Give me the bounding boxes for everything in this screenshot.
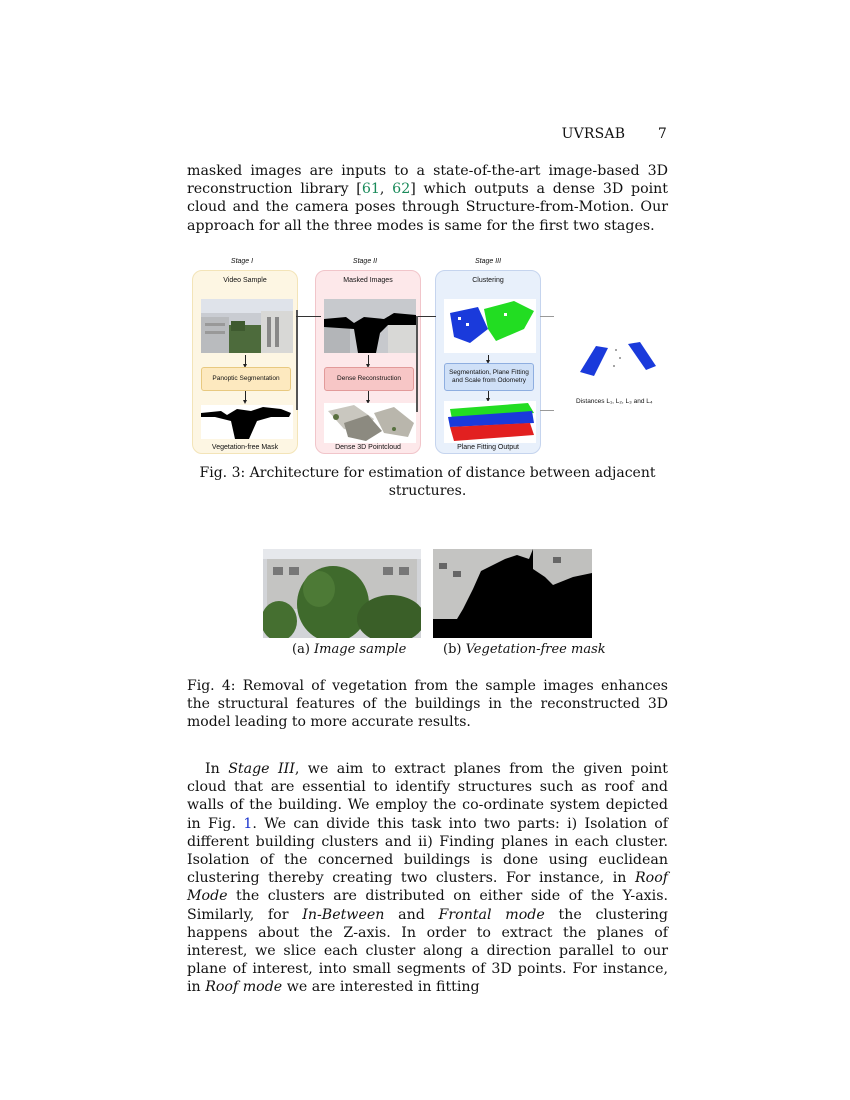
distances-label: Distances L₁, L₂, L₃ and L₄ (576, 398, 653, 405)
text-run: , we aim to extract planes from the given point cloud that are essential to identify structures such as roof and walls of the building. We employ the co-ordinate system depicted in Fig. (187, 761, 668, 832)
dense-pointcloud-image (324, 403, 416, 443)
text-run: In-Between (302, 906, 385, 923)
stage2-label: Stage II (352, 258, 378, 265)
stage3-panel (435, 270, 541, 454)
figure-4-caption: Fig. 4: Removal of vegetation from the sample images enhances the structural features of the buildings in the reconstructed 3D model leading to more accurate results. (187, 678, 668, 730)
clustering-image (444, 299, 536, 353)
dense-reconstruction-box: Dense Reconstruction (324, 367, 414, 391)
masked-image (324, 299, 416, 353)
video-sample-image (201, 299, 293, 353)
text-run: the clusters are distributed on either side of the Y-axis. Similarly, for (187, 888, 668, 923)
text-run: Roof mode (205, 979, 283, 996)
subcaption-a (292, 642, 406, 657)
stage3-title: Clustering (472, 277, 504, 284)
paragraph-stage-iii (187, 760, 668, 997)
panoptic-segmentation-box: Panoptic Segmentation (201, 367, 291, 391)
citation-link[interactable]: 62 (392, 181, 411, 198)
stage1-title: Video Sample (223, 277, 267, 284)
flow-arrow (245, 355, 246, 365)
text-run: the clustering happens about the Z-axis. In order to extract the planes of interest, we slice each cluster along a direction parallel to our plane of interest, into small segments of 3D points. For instance, in (187, 906, 669, 996)
stage1-bottom-label: Vegetation-free Mask (211, 444, 279, 451)
text-run: Roof Mode (187, 870, 668, 905)
stage2-panel (315, 270, 421, 454)
text-run: In (205, 761, 229, 777)
subcaption-label: (a) (292, 642, 315, 657)
paragraph-intro (187, 162, 668, 235)
stage2-bottom-label: Dense 3D Pointcloud (335, 444, 401, 451)
subcaption-b (443, 642, 606, 657)
text-run: and (384, 906, 439, 923)
flow-arrow (245, 391, 246, 401)
stage3-bottom-label: Plane Fitting Output (457, 444, 519, 451)
stage3-label: Stage III (474, 258, 502, 265)
stage2-title: Masked Images (343, 277, 393, 284)
text-run: Stage III (228, 761, 295, 777)
page-number: 7 (657, 126, 667, 142)
text-run: we are interested in fitting (282, 979, 480, 996)
connector-line (296, 316, 321, 317)
connector-line (540, 410, 554, 411)
flow-arrow (488, 355, 489, 361)
figure-reference-link[interactable]: 1 (243, 815, 253, 832)
text-run: . We can divide this task into two parts: i) Isolation of different building clusters and ii) Finding planes in each cluster. Isolation of the concerned buildings is done using euclidean clustering thereby creating two clusters. For instance, in (187, 815, 668, 887)
plane-fitting-output-image (444, 401, 536, 443)
figure-3-architecture (190, 258, 670, 453)
flow-arrow (368, 391, 369, 401)
subcaption-label: (b) (443, 642, 466, 657)
connector-line (540, 316, 554, 317)
distance-output-image (578, 340, 658, 382)
connector-line (296, 310, 298, 410)
stage1-label: Stage I (230, 258, 254, 265)
flow-arrow (368, 355, 369, 365)
text-run: , (379, 181, 393, 198)
vegetation-free-mask-image (433, 549, 592, 638)
image-sample (263, 549, 421, 638)
connector-line (416, 316, 418, 412)
text-run: Frontal mode (438, 906, 545, 923)
flow-arrow (488, 391, 489, 399)
stage1-panel (192, 270, 298, 454)
figure-3-caption: Fig. 3: Architecture for estimation of distance between adjacent structures. (199, 465, 656, 499)
running-header (534, 126, 667, 142)
subcaption-text: Vegetation-free mask (465, 642, 606, 657)
connector-line (418, 316, 436, 317)
segmentation-plane-fitting-box: Segmentation, Plane Fitting and Scale from Odometry (444, 363, 534, 391)
vegetation-mask-image (201, 405, 293, 439)
text-run: ] which outputs a dense 3D point cloud and the camera poses through Structure-from-Motion. Our approach for all the three modes is same for the first two stages. (187, 181, 668, 234)
citation-link[interactable]: 61 (361, 181, 380, 198)
running-title: UVRSAB (561, 126, 626, 142)
text-run: masked images are inputs to a state-of-the-art image-based 3D reconstruction library [ (187, 163, 668, 198)
subcaption-text: Image sample (314, 642, 407, 657)
